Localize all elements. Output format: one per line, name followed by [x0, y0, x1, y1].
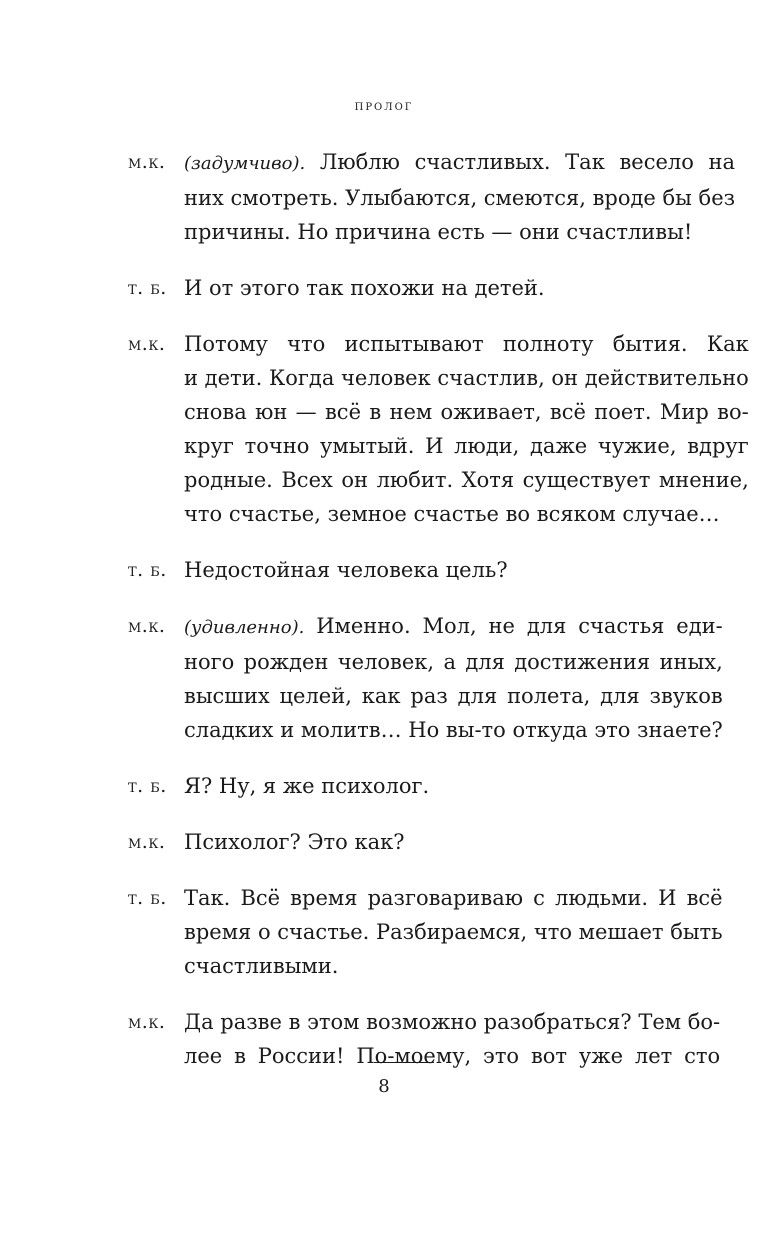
text-line [184, 181, 735, 215]
line-text: и дети. Когда человек счастлив, он действительно [184, 366, 749, 390]
speech-text [184, 825, 684, 859]
text-line [184, 271, 684, 305]
line-text: Потому что испытывают полноту бытия. Как [184, 332, 749, 356]
line-text: сладких и молитв… Но вы-то откуда это знаете? [184, 718, 723, 742]
speech-text [184, 769, 684, 803]
text-line [184, 215, 735, 249]
running-head: пролог [354, 98, 414, 114]
speaker-label: т. б. [128, 277, 167, 299]
dialogue-entry [128, 553, 684, 587]
line-text: Люблю счастливых. Так весело на [319, 150, 736, 174]
line-text: Именно. Мол, не для счастья еди- [316, 614, 723, 638]
stage-direction: (удивленно). [184, 617, 305, 638]
line-text: родные. Всех он любит. Хотя существует мнение, [184, 468, 749, 492]
speaker-label: т. б. [128, 775, 167, 797]
speech-text [184, 881, 723, 983]
footer-rule [374, 1062, 434, 1063]
text-line [184, 361, 749, 395]
dialogue [128, 145, 749, 1095]
text-line [184, 769, 684, 803]
speech-text [184, 553, 684, 587]
text-line [184, 395, 749, 429]
line-text: ного рожден человек, а для достижения иных, [184, 650, 723, 674]
text-line [184, 497, 749, 531]
line-text: лее в России! По-моему, это вот уже лет сто [184, 1044, 721, 1068]
line-text: круг точно умытый. И люди, даже чужие, вдруг [184, 434, 749, 458]
speaker-label: м.к. [128, 333, 166, 355]
text-line [184, 145, 735, 181]
text-line [184, 609, 723, 645]
text-line [184, 327, 749, 361]
dialogue-entry [128, 769, 684, 803]
speaker-label: м.к. [128, 1011, 166, 1033]
text-line [184, 429, 749, 463]
line-text: Так. Всё время разговариваю с людьми. И всё [184, 886, 723, 910]
dialogue-entry [128, 327, 749, 531]
line-text: них смотреть. Улыбаются, смеются, вроде бы без [184, 186, 736, 210]
line-text: высших целей, как раз для полета, для звуков [184, 684, 723, 708]
line-text: снова юн — всё в нем оживает, всё поет. Мир во- [184, 400, 749, 424]
text-line [184, 915, 723, 949]
speaker-label: т. б. [128, 887, 167, 909]
text-line [184, 825, 684, 859]
text-line [184, 463, 749, 497]
text-line [184, 1039, 720, 1073]
speech-text [184, 609, 723, 747]
speech-text [184, 327, 749, 531]
dialogue-entry [128, 881, 723, 983]
stage-direction: (задумчиво). [184, 153, 306, 174]
speaker-label: м.к. [128, 615, 166, 637]
line-text: причины. Но причина есть — они счастливы! [184, 220, 693, 244]
speaker-label: м.к. [128, 831, 166, 853]
text-line [184, 1005, 720, 1039]
dialogue-entry [128, 609, 723, 747]
speech-text [184, 271, 684, 305]
speaker-label: м.к. [128, 151, 166, 173]
line-text: Недостойная человека цель? [184, 558, 508, 582]
text-line [184, 881, 723, 915]
dialogue-entry [128, 145, 736, 249]
speaker-label: т. б. [128, 559, 167, 581]
text-line [184, 645, 723, 679]
line-text: счастливыми. [184, 954, 339, 978]
dialogue-entry [128, 825, 684, 859]
speech-text [184, 1005, 720, 1073]
text-line [184, 679, 723, 713]
line-text: что счастье, земное счастье во всяком случае… [184, 502, 720, 526]
text-line [184, 949, 723, 983]
line-text: И от этого так похожи на детей. [184, 276, 545, 300]
line-text: Да разве в этом возможно разобраться? Тем бо- [184, 1010, 721, 1034]
dialogue-entry [128, 271, 684, 305]
line-text: Я? Ну, я же психолог. [184, 774, 430, 798]
text-line [184, 713, 723, 747]
line-text: Психолог? Это как? [184, 830, 405, 854]
text-line [184, 553, 684, 587]
page-number: 8 [378, 1076, 390, 1097]
line-text: время о счастье. Разбираемся, что мешает быть [184, 920, 723, 944]
speech-text [184, 145, 735, 249]
